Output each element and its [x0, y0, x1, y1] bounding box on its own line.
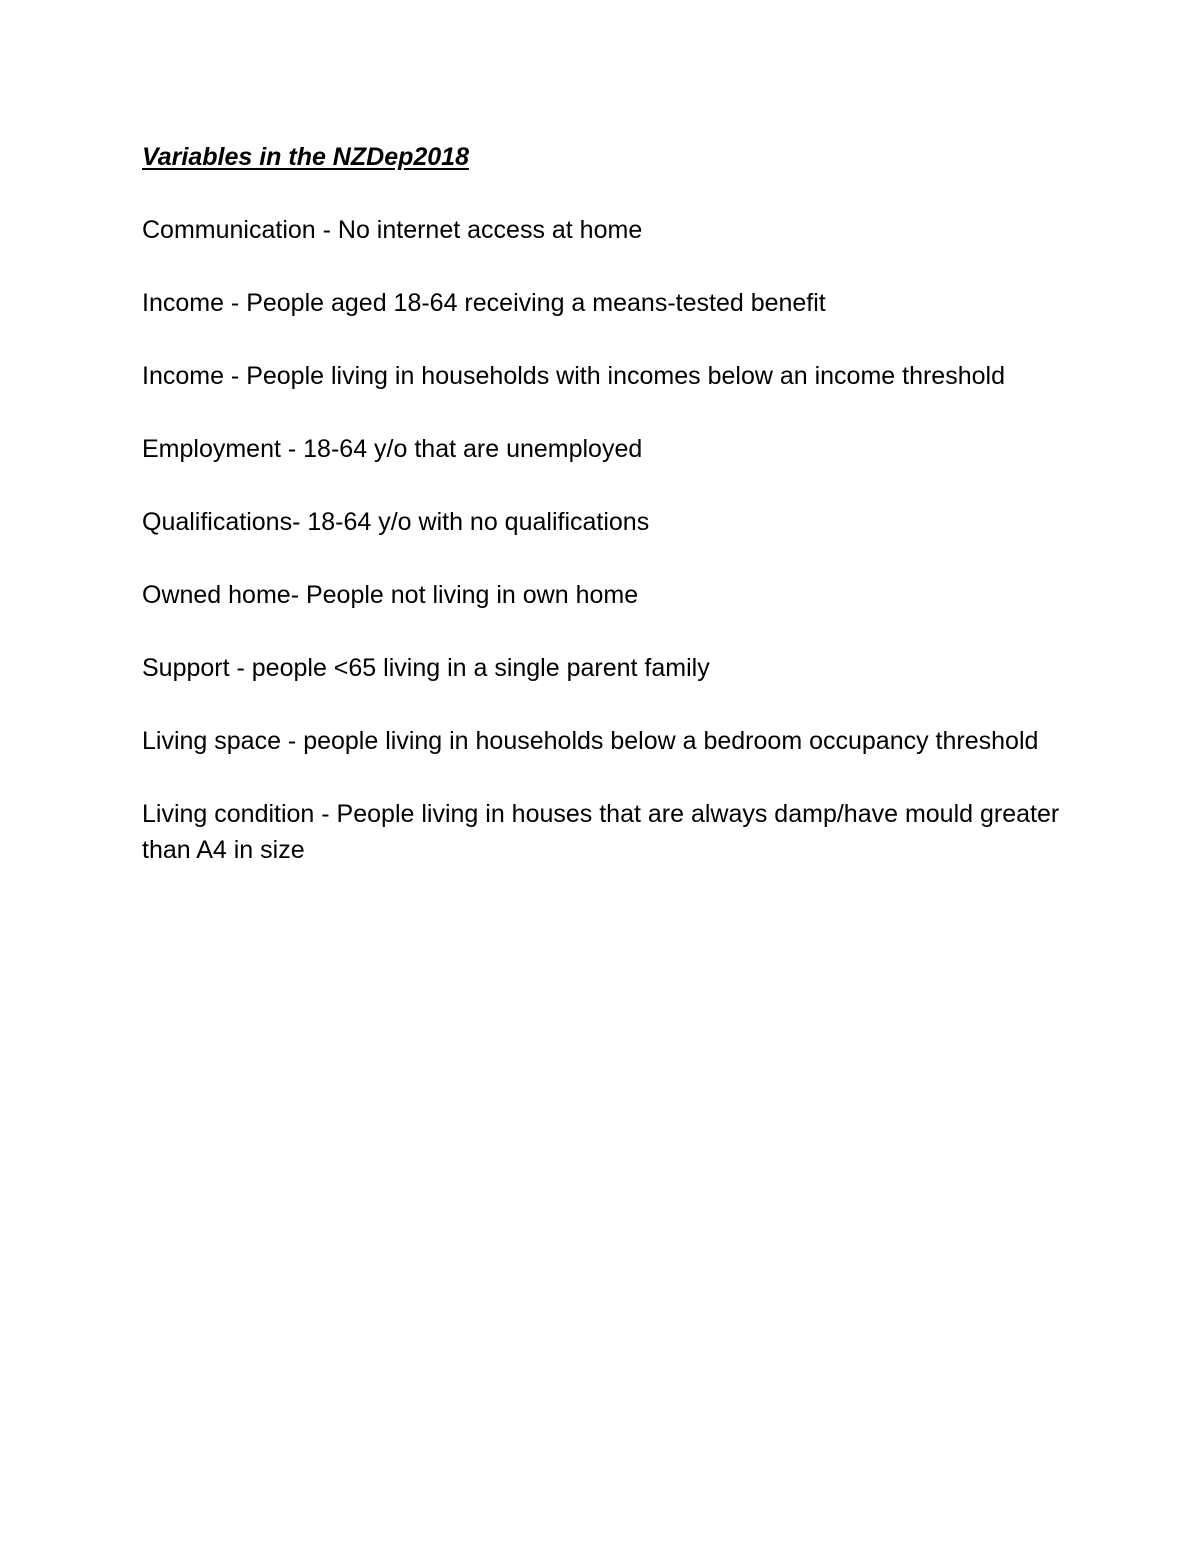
paragraph-living-space: Living space - people living in households below a bedroom occupancy threshold — [142, 727, 1039, 755]
paragraph-income-threshold: Income - People living in households with incomes below an income threshold — [142, 362, 1005, 390]
paragraph-communication: Communication - No internet access at home — [142, 216, 643, 244]
document-title: Variables in the NZDep2018 — [142, 143, 469, 171]
paragraph-employment: Employment - 18-64 y/o that are unemployed — [142, 435, 643, 463]
paragraph-qualifications: Qualifications- 18-64 y/o with no qualifications — [142, 508, 650, 536]
paragraph-income-benefit: Income - People aged 18-64 receiving a means-tested benefit — [142, 289, 826, 317]
paragraph-living-condition: Living condition - People living in houses that are always damp/have mould greater than A4 in size — [142, 800, 1060, 864]
document-body — [142, 139, 1072, 905]
paragraph-support: Support - people <65 living in a single parent family — [142, 654, 710, 682]
paragraph-owned-home: Owned home- People not living in own home — [142, 581, 639, 609]
